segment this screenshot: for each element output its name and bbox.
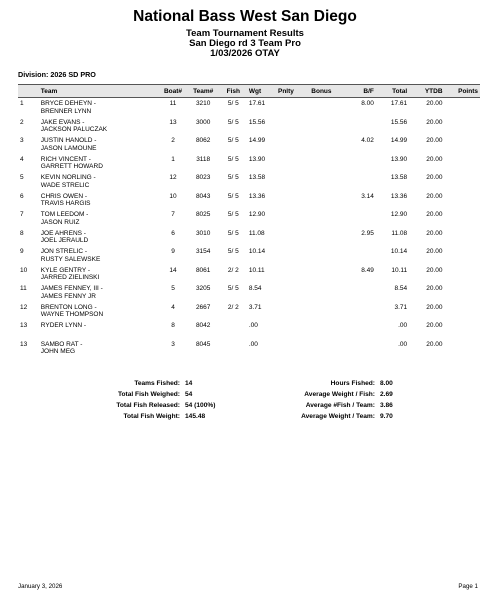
cell-place: 6 (20, 192, 24, 200)
event-name: San Diego rd 3 Team Pro (189, 38, 301, 49)
table-row (18, 191, 480, 210)
cell-team (39, 246, 160, 265)
cell-bonus (309, 154, 344, 173)
team-member-1: TOM LEEDOM - (40, 211, 89, 218)
cell-ytdb: 20.00 (426, 118, 443, 126)
cell-bonus (309, 265, 344, 284)
summary-stat (235, 378, 393, 389)
team-member-2: JOHN MEG (40, 348, 76, 356)
cell-points (445, 172, 480, 191)
table-row (18, 135, 480, 154)
team-member-2: WAYNE THOMPSON (40, 311, 104, 319)
table-row (18, 283, 480, 302)
cell-fish: 5/ 5 (227, 118, 239, 126)
cell-points (445, 339, 480, 358)
cell-total: 13.58 (390, 174, 408, 181)
team-member-1: BRENTON LONG - (40, 303, 97, 311)
cell-weight: 3.71 (248, 303, 262, 311)
cell-total: 13.90 (390, 155, 408, 163)
summary-stat (235, 389, 393, 400)
cell-bonus (309, 246, 344, 265)
team-member-2: RUSTY SALEWSKE (40, 255, 101, 263)
cell-big-fish (345, 209, 376, 228)
cell-bonus (309, 339, 344, 358)
cell-penalty (276, 191, 309, 210)
cell-team (39, 339, 160, 358)
cell-total: 17.61 (390, 100, 408, 107)
cell-team (39, 191, 160, 210)
table-row (18, 339, 480, 358)
cell-boat: 4 (171, 303, 175, 311)
cell-boat: 6 (171, 229, 175, 237)
header-total: Total (376, 85, 409, 98)
cell-ytdb: 20.00 (426, 248, 443, 255)
cell-bonus (309, 302, 344, 321)
cell-ytdb: 20.00 (426, 303, 443, 311)
cell-boat: 7 (171, 211, 175, 218)
cell-ytdb: 20.00 (426, 100, 443, 107)
cell-team (39, 320, 160, 339)
summary-stat-label: Teams Fished: (134, 380, 180, 387)
cell-points (445, 265, 480, 284)
team-member-2: JARRED ZIELINSKI (40, 274, 100, 282)
cell-weight: 14.99 (248, 137, 266, 144)
header-penalty: Pnlty (276, 85, 309, 98)
cell-place: 3 (20, 137, 24, 144)
cell-fish: 5/ 5 (227, 192, 239, 200)
cell-fish (220, 320, 247, 339)
cell-place: 7 (20, 211, 24, 218)
summary-stat-value: 2.69 (380, 391, 393, 398)
cell-points (445, 246, 480, 265)
cell-team (39, 228, 160, 247)
cell-weight: .00 (248, 322, 258, 329)
cell-place: 5 (20, 174, 24, 181)
cell-weight: 10.14 (248, 248, 266, 255)
cell-bonus (309, 228, 344, 247)
cell-penalty (276, 265, 309, 284)
cell-team-number: 3000 (195, 118, 211, 126)
cell-total: 13.36 (390, 192, 408, 200)
cell-fish: 5/ 5 (227, 155, 239, 163)
cell-fish: 5/ 5 (227, 285, 239, 292)
cell-ytdb: 20.00 (426, 322, 443, 329)
cell-big-fish (345, 117, 376, 136)
cell-bonus (309, 135, 344, 154)
cell-points (445, 228, 480, 247)
cell-boat: 11 (169, 100, 177, 107)
summary-stat (235, 400, 393, 411)
header-team-number: Team# (187, 85, 220, 98)
cell-fish: 5/ 5 (227, 248, 239, 255)
summary-stat-label: Average Weight / Fish: (304, 391, 375, 398)
cell-big-fish (345, 246, 376, 265)
team-member-2: JOEL JERAULD (40, 237, 89, 245)
cell-boat: 10 (169, 192, 177, 200)
cell-penalty (276, 98, 309, 117)
summary-stat-label: Hours Fished: (330, 380, 375, 387)
cell-place: 12 (20, 303, 28, 311)
team-member-1: BRYCE DEHEYN - (40, 100, 96, 107)
cell-points (445, 283, 480, 302)
cell-total: .00 (398, 340, 408, 348)
summary-stat (235, 411, 393, 422)
cell-total: 3.71 (394, 303, 408, 311)
cell-fish: 5/ 5 (227, 137, 239, 144)
cell-boat: 14 (169, 266, 177, 274)
cell-team-number: 8042 (195, 322, 211, 329)
table-header-row (18, 85, 480, 98)
summary-stats-left (60, 378, 215, 422)
cell-bonus (309, 117, 344, 136)
cell-bonus (309, 172, 344, 191)
cell-team-number: 8061 (195, 266, 211, 274)
cell-boat: 5 (171, 285, 175, 292)
team-member-2: JASON RUIZ (40, 218, 80, 226)
cell-ytdb: 20.00 (426, 229, 443, 237)
cell-team-number: 3118 (196, 155, 211, 163)
report-subtitle: Team Tournament Results (186, 28, 304, 39)
team-member-1: JUSTIN HANOLD - (40, 137, 97, 144)
cell-boat: 1 (171, 155, 175, 163)
cell-penalty (276, 228, 309, 247)
cell-big-fish: 4.02 (361, 137, 374, 144)
cell-place: 11 (20, 285, 27, 292)
cell-boat: 13 (169, 118, 177, 126)
cell-points (445, 98, 480, 117)
cell-big-fish (345, 339, 376, 358)
cell-penalty (276, 209, 309, 228)
cell-penalty (276, 117, 309, 136)
cell-total: 14.99 (390, 137, 408, 144)
cell-ytdb: 20.00 (426, 211, 443, 218)
summary-stat-value: 54 (100%) (185, 402, 216, 409)
header-team: Team (39, 85, 160, 98)
cell-big-fish (345, 172, 376, 191)
cell-big-fish: 8.00 (361, 100, 374, 107)
team-member-2: JACKSON PALUCZAK (40, 126, 108, 134)
cell-place: 13 (20, 322, 28, 329)
cell-fish: 5/ 5 (227, 100, 239, 107)
header-boat: Boat# (159, 85, 186, 98)
cell-total: 15.56 (390, 118, 408, 126)
cell-boat: 9 (171, 248, 175, 255)
cell-points (445, 191, 480, 210)
cell-boat: 12 (169, 174, 177, 181)
cell-fish: 2/ 2 (227, 266, 239, 274)
footer-page-number: Page 1 (458, 583, 478, 590)
team-member-1: CHRIS OWEN - (40, 192, 88, 200)
table-row (18, 302, 480, 321)
team-member-1: JAMES FENNEY, III - (40, 285, 103, 292)
team-member-1: SAMBO RAT - (40, 340, 83, 348)
cell-penalty (276, 172, 309, 191)
summary-stat (60, 400, 215, 411)
cell-team-number: 3010 (195, 229, 211, 237)
cell-total: 10.14 (390, 248, 408, 255)
cell-ytdb: 20.00 (426, 137, 443, 144)
team-member-1: JON STRELIC - (40, 248, 88, 255)
summary-stat-value: 9.70 (380, 413, 393, 420)
cell-weight: 13.58 (248, 174, 266, 181)
cell-big-fish (345, 302, 376, 321)
summary-stats-right (235, 378, 393, 422)
cell-big-fish: 8.49 (361, 266, 374, 274)
team-member-2: GARRETT HOWARD (40, 163, 103, 171)
team-member-1: JOE AHRENS - (40, 229, 86, 237)
summary-stat-value: 54 (185, 391, 193, 398)
cell-team (39, 98, 160, 117)
results-body (18, 98, 480, 358)
cell-big-fish (345, 283, 376, 302)
header-ytdb: YTDB (409, 85, 444, 98)
cell-points (445, 154, 480, 173)
cell-ytdb: 20.00 (426, 174, 443, 181)
cell-place: 1 (20, 100, 24, 107)
cell-penalty (276, 154, 309, 173)
table-row (18, 246, 480, 265)
cell-big-fish (345, 154, 376, 173)
header-fish: Fish (220, 85, 247, 98)
cell-penalty (276, 246, 309, 265)
cell-total: 11.08 (391, 229, 408, 237)
cell-bonus (309, 191, 344, 210)
cell-team (39, 135, 160, 154)
cell-fish (220, 339, 247, 358)
table-row (18, 154, 480, 173)
cell-ytdb: 20.00 (426, 266, 443, 274)
cell-team (39, 154, 160, 173)
cell-ytdb: 20.00 (426, 155, 443, 163)
cell-weight: 17.61 (248, 100, 266, 107)
team-member-1: RICH VINCENT - (40, 155, 91, 163)
cell-penalty (276, 302, 309, 321)
header-big-fish: B/F (345, 85, 376, 98)
cell-points (445, 209, 480, 228)
team-member-2: JAMES FENNY JR (40, 292, 96, 300)
table-row (18, 117, 480, 136)
cell-big-fish (345, 320, 376, 339)
table-row (18, 98, 480, 117)
cell-boat: 2 (171, 137, 175, 144)
cell-ytdb: 20.00 (426, 285, 443, 292)
footer-date: January 3, 2026 (18, 583, 63, 590)
cell-team (39, 172, 160, 191)
cell-weight: 13.36 (248, 192, 266, 200)
header-bonus: Bonus (309, 85, 344, 98)
cell-team-number: 8062 (195, 137, 211, 144)
header-points: Points (445, 85, 480, 98)
team-member-2: BRENNER LYNN (40, 107, 92, 115)
summary-stat (60, 411, 215, 422)
team-member-2: JASON LAMOUNE (40, 144, 97, 152)
team-member-2: TRAVIS HARGIS (40, 200, 91, 208)
cell-team (39, 117, 160, 136)
cell-points (445, 117, 480, 136)
cell-fish: 5/ 5 (227, 229, 239, 237)
summary-stat-value: 14 (185, 380, 193, 387)
cell-bonus (309, 283, 344, 302)
cell-team-number: 3210 (195, 100, 211, 107)
cell-total: .00 (398, 322, 408, 329)
cell-place: 10 (20, 266, 28, 274)
cell-team-number: 3205 (195, 285, 211, 292)
header-place (18, 85, 39, 98)
cell-team-number: 3154 (195, 248, 211, 255)
cell-team-number: 8043 (195, 192, 211, 200)
summary-stat-label: Average #Fish / Team: (305, 402, 375, 409)
cell-points (445, 320, 480, 339)
team-member-1: KEVIN NORLING - (40, 174, 96, 181)
cell-place: 4 (20, 155, 24, 163)
cell-weight: 10.11 (248, 266, 265, 274)
cell-weight: .00 (248, 340, 258, 348)
cell-big-fish: 2.95 (361, 229, 374, 237)
summary-stat-value: 3.86 (380, 402, 393, 409)
cell-points (445, 302, 480, 321)
cell-ytdb: 20.00 (426, 340, 443, 348)
cell-bonus (309, 209, 344, 228)
cell-team-number: 8025 (195, 211, 211, 218)
team-member-1: KYLE GENTRY - (40, 266, 91, 274)
cell-penalty (276, 339, 309, 358)
cell-fish: 5/ 5 (227, 211, 239, 218)
cell-weight: 11.08 (248, 229, 265, 237)
table-row (18, 209, 480, 228)
table-row (18, 228, 480, 247)
header-weight: Wgt (247, 85, 276, 98)
summary-stat-value: 8.00 (380, 380, 393, 387)
cell-penalty (276, 320, 309, 339)
cell-weight: 8.54 (248, 285, 262, 292)
event-date-location: 1/03/2026 OTAY (210, 48, 280, 59)
cell-weight: 12.90 (248, 211, 266, 218)
cell-place: 13 (20, 340, 28, 348)
cell-place: 2 (20, 118, 24, 126)
division-label: Division: 2026 SD PRO (18, 70, 96, 79)
results-table (18, 84, 480, 357)
cell-points (445, 135, 480, 154)
cell-team-number: 8045 (195, 340, 211, 348)
summary-stat-label: Average Weight / Team: (301, 413, 375, 420)
team-member-1: JAKE EVANS - (40, 118, 85, 126)
cell-fish: 5/ 5 (227, 174, 239, 181)
cell-boat: 3 (171, 340, 175, 348)
summary-stat-label: Total Fish Weight: (123, 413, 180, 420)
cell-team (39, 209, 160, 228)
cell-penalty (276, 135, 309, 154)
table-row (18, 320, 480, 339)
report-title: National Bass West San Diego (133, 8, 357, 25)
cell-weight: 15.56 (248, 118, 266, 126)
cell-weight: 13.90 (248, 155, 266, 163)
cell-team (39, 265, 160, 284)
cell-boat: 8 (171, 322, 175, 329)
cell-penalty (276, 283, 309, 302)
team-member-1: RYDER LYNN - (40, 322, 87, 329)
cell-team (39, 283, 160, 302)
cell-bonus (309, 98, 344, 117)
cell-team-number: 8023 (195, 174, 211, 181)
cell-ytdb: 20.00 (426, 192, 443, 200)
cell-total: 10.11 (391, 266, 408, 274)
summary-stat (60, 378, 215, 389)
summary-stat-label: Total Fish Released: (116, 402, 180, 409)
summary-stat-label: Total Fish Weighed: (117, 391, 180, 398)
cell-bonus (309, 320, 344, 339)
summary-stat-value: 145.48 (185, 413, 206, 420)
cell-place: 8 (20, 229, 24, 237)
cell-total: 12.90 (390, 211, 408, 218)
cell-team-number: 2667 (195, 303, 211, 311)
table-row (18, 172, 480, 191)
summary-stat (60, 389, 215, 400)
cell-big-fish: 3.14 (361, 192, 374, 200)
cell-total: 8.54 (394, 285, 408, 292)
table-row (18, 265, 480, 284)
cell-team (39, 302, 160, 321)
cell-place: 9 (20, 248, 24, 255)
cell-fish: 2/ 2 (227, 303, 239, 311)
team-member-2: WADE STRELIC (40, 181, 90, 189)
